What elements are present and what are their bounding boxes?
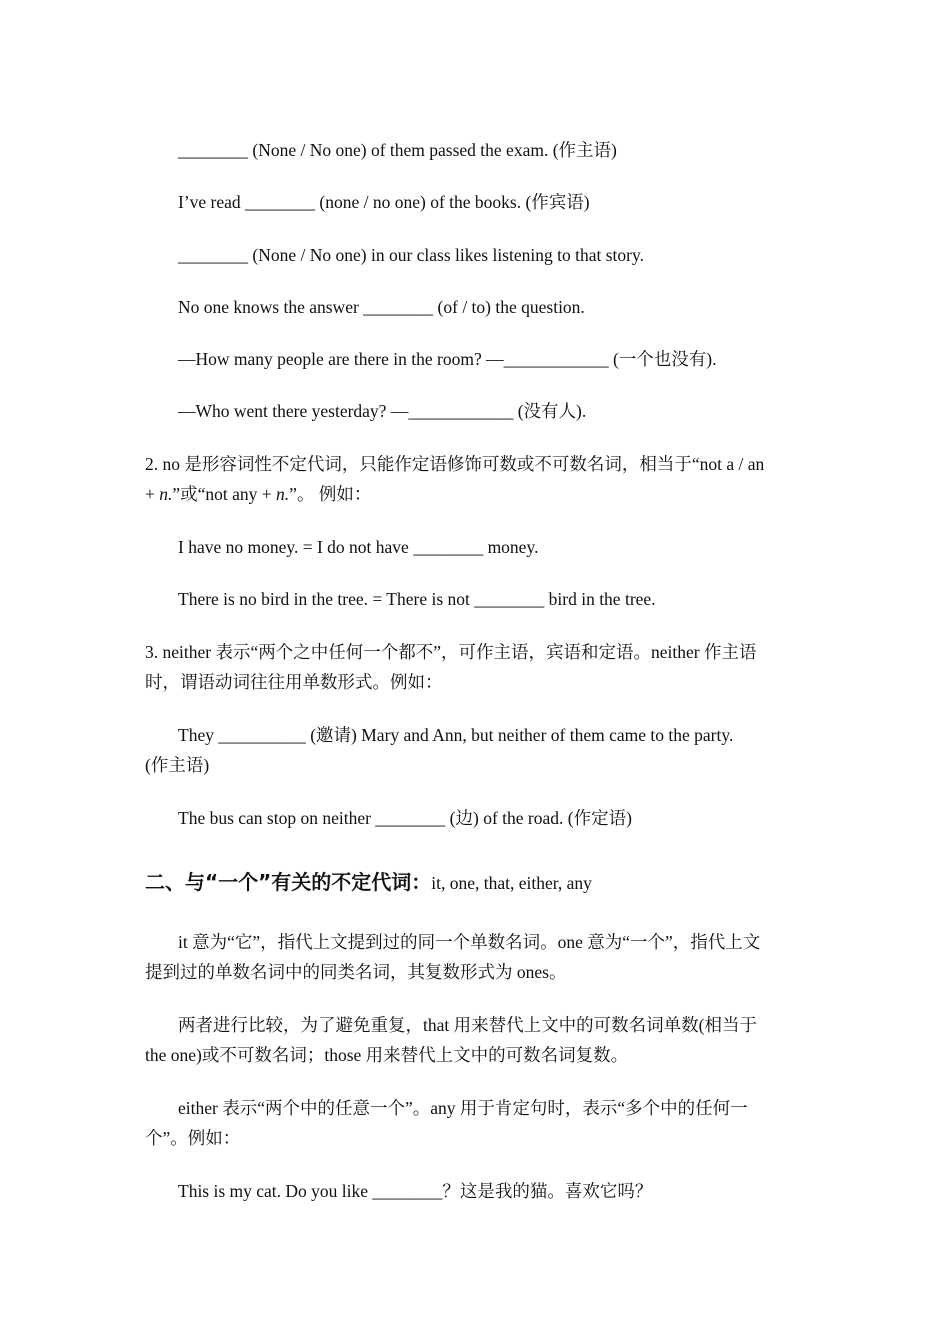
section-2-text: 2. no 是形容词性不定代词，只能作定语修饰可数或不可数名词，相当于“not a / an	[145, 454, 765, 474]
example-line: ________ (None / No one) in our class likes listening to that story.	[178, 245, 644, 265]
example-line: I have no money. = I do not have ________ money.	[178, 537, 539, 557]
text-run: ”。 例如：	[289, 484, 372, 504]
text-run: ”或“not any +	[172, 484, 277, 504]
text-run: +	[145, 484, 160, 504]
paragraph-text-cont: 提到过的单数名词中的同类名词，其复数形式为 ones。	[145, 962, 567, 982]
section-3-text-cont: 时，谓语动词往往用单数形式。例如：	[145, 672, 443, 692]
paragraph-text: 两者进行比较，为了避免重复，that 用来替代上文中的可数名词单数(相当于	[178, 1015, 757, 1035]
example-line: The bus can stop on neither ________ (边) of the road. (作定语)	[178, 808, 632, 828]
paragraph-text: it 意为“它”，指代上文提到过的同一个单数名词。one 意为“一个”，指代上文	[178, 932, 761, 952]
example-line: This is my cat. Do you like ________？这是我的猫。喜欢它吗？	[178, 1181, 653, 1201]
heading-tail: it, one, that, either, any	[431, 873, 592, 893]
heading-main: 二、与“一个”有关的不定代词：	[145, 870, 432, 894]
example-line: ________ (None / No one) of them passed the exam. (作主语)	[178, 140, 617, 160]
section-heading	[145, 866, 592, 895]
example-line: —Who went there yesterday? —____________ (没有人).	[178, 401, 587, 421]
paragraph-text-cont: the one)或不可数名词；those 用来替代上文中的可数名词复数。	[145, 1045, 629, 1065]
example-line-cont: (作主语)	[145, 755, 210, 775]
section-3-text: 3. neither 表示“两个之中任何一个都不”，可作主语，宾语和定语。neither 作主语	[145, 642, 757, 662]
example-line: There is no bird in the tree. = There is not ________ bird in the tree.	[178, 589, 656, 609]
example-line: They __________ (邀请) Mary and Ann, but neither of them came to the party.	[178, 725, 734, 745]
paragraph-text: either 表示“两个中的任意一个”。any 用于肯定句时，表示“多个中的任何一	[178, 1098, 748, 1118]
example-line: I’ve read ________ (none / no one) of the books. (作宾语)	[178, 192, 590, 212]
section-2-text-cont	[145, 484, 371, 504]
italic-n: n.	[159, 484, 173, 504]
paragraph-text-cont: 个”。例如：	[145, 1128, 241, 1148]
italic-n: n.	[276, 484, 290, 504]
example-line: No one knows the answer ________ (of / to) the question.	[178, 297, 585, 317]
example-line: —How many people are there in the room? —____________ (一个也没有).	[178, 349, 717, 369]
